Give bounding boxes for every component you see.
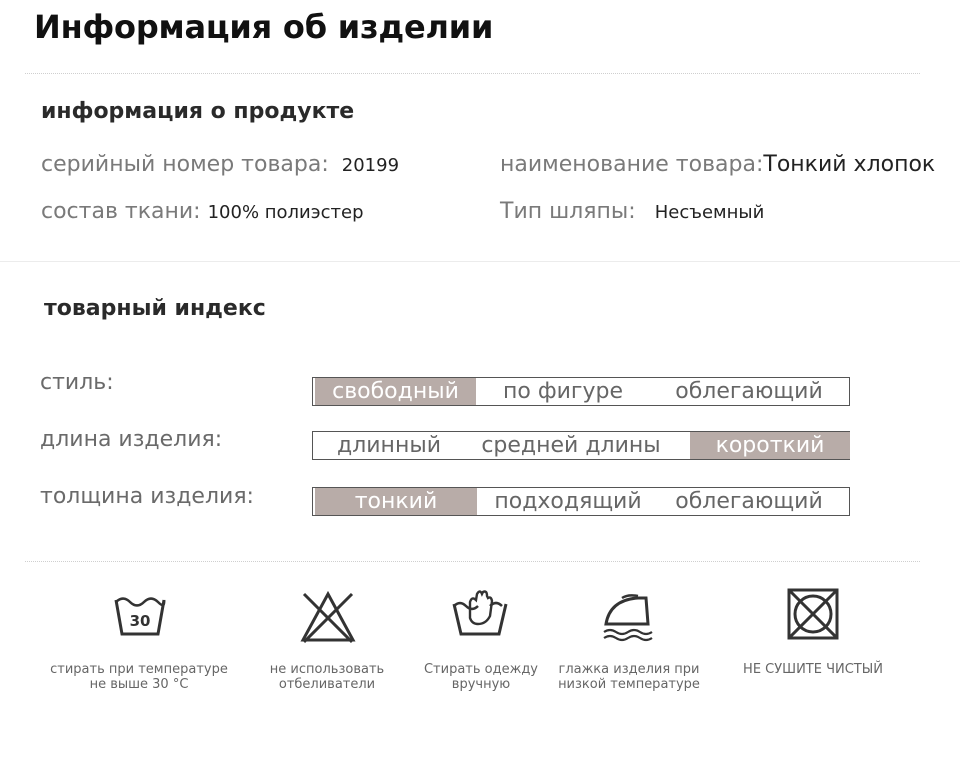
style-option-loose: свободный	[315, 378, 476, 405]
length-option-medium: средней длины	[481, 433, 661, 458]
caption-line: НЕ СУШИТЕ ЧИСТЫЙ	[743, 662, 883, 677]
product-index-heading: товарный индекс	[44, 296, 266, 321]
caption-line: низкой температуре	[558, 677, 700, 692]
caption-line: стирать при температуре	[50, 662, 228, 677]
care-caption-wash-30	[44, 662, 234, 692]
hat-type-row	[500, 199, 764, 224]
divider	[0, 261, 960, 262]
style-label: стиль:	[40, 370, 114, 395]
product-name-row	[500, 152, 935, 177]
hand-wash-icon	[450, 584, 510, 644]
caption-line: не выше 30 °C	[89, 677, 189, 692]
style-option-fitted: по фигуре	[502, 379, 624, 404]
care-caption-no-dry-clean	[718, 662, 908, 677]
caption-line: Стирать одежду	[423, 662, 539, 677]
serial-number-row	[41, 152, 399, 177]
caption-line: глажка изделия при	[558, 662, 700, 677]
product-name-label: наименование товара:	[500, 152, 764, 177]
serial-number-value: 20199	[341, 155, 400, 176]
divider	[25, 73, 920, 74]
caption-line: не использовать	[269, 662, 385, 677]
thickness-option-medium: подходящий	[494, 489, 642, 514]
fabric-row	[41, 199, 364, 224]
iron-low-icon	[598, 588, 658, 648]
no-bleach-icon	[298, 588, 358, 648]
serial-number-label: серийный номер товара:	[41, 152, 329, 177]
length-label: длина изделия:	[40, 427, 223, 452]
thickness-scale	[312, 487, 850, 516]
style-scale	[312, 377, 850, 406]
caption-line: отбеливатели	[278, 677, 376, 692]
hat-type-value: Несъемный	[654, 202, 765, 223]
thickness-option-thin: тонкий	[315, 488, 477, 515]
length-scale	[312, 431, 850, 460]
care-caption-iron-low	[534, 662, 724, 692]
svg-text:30: 30	[129, 612, 151, 630]
wash-30-icon	[110, 590, 170, 650]
thickness-option-thick: облегающий	[675, 489, 823, 514]
divider	[25, 561, 920, 562]
no-dry-clean-icon	[783, 584, 843, 644]
caption-line: вручную	[451, 677, 511, 692]
length-option-short: короткий	[690, 432, 850, 459]
product-info-heading: информация о продукте	[41, 99, 355, 124]
style-option-tight: облегающий	[675, 379, 823, 404]
fabric-value: 100% полиэстер	[207, 202, 364, 223]
product-name-value: Тонкий хлопок	[763, 152, 936, 177]
hat-type-label: Тип шляпы:	[500, 199, 636, 224]
page-title: Информация об изделии	[34, 8, 494, 46]
fabric-label: состав ткани:	[41, 199, 201, 224]
length-option-long: длинный	[336, 433, 441, 458]
thickness-label: толщина изделия:	[40, 484, 254, 509]
